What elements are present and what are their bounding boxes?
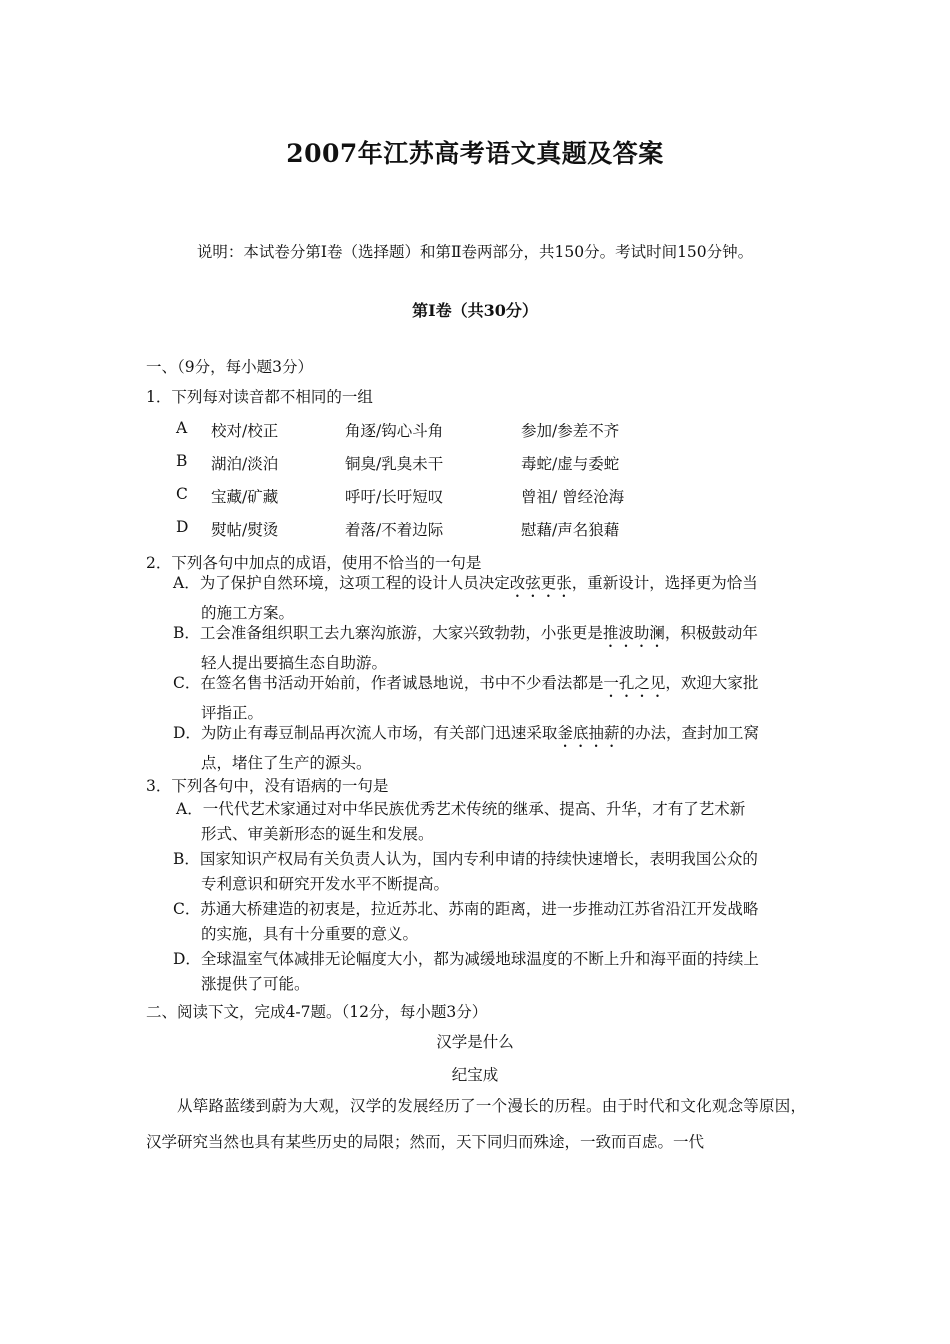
section2-header: 二、阅读下文，完成4-7题。（12分，每小题3分） (146, 1003, 488, 1021)
option-cell: 湖泊/淡泊 (211, 455, 279, 473)
option-cell: 呼吁/长吁短叹 (345, 488, 444, 506)
article-author: 纪宝成 (451, 1066, 499, 1084)
option-cell: 曾祖/ 曾经沧海 (521, 488, 625, 506)
dotted-idiom: 一孔之见 (603, 674, 666, 692)
option-letter: B (176, 452, 188, 470)
article-title: 汉学是什么 (436, 1033, 514, 1051)
section1-header: 一、（9分，每小题3分） (146, 358, 313, 376)
option-cell: 熨帖/熨烫 (211, 521, 279, 539)
option-cell: 角逐/钩心斗角 (345, 422, 444, 440)
option-cell: 参加/参差不齐 (521, 422, 620, 440)
option-cell: 慰藉/声名狼藉 (521, 521, 620, 539)
question2-option-d: D．为防止有毒豆制品再次流人市场，有关部门迅速采取釜底抽薪的办法，查封加工窝 点，堵住了生产的源头。 (173, 724, 759, 772)
option-letter: A (176, 419, 188, 437)
question2-option-a: A．为了保护自然环境，这项工程的设计人员决定改弦更张，重新设计，选择更为恰当 的施工方案。 (173, 574, 758, 622)
option-cell: 毒蛇/虚与委蛇 (521, 455, 620, 473)
exam-instructions: 说明：本试卷分第Ⅰ卷（选择题）和第Ⅱ卷两部分，共150分。考试时间150分钟。 (196, 243, 754, 261)
question3-option-d: D．全球温室气体减排无论幅度大小，都为减缓地球温度的不断上升和海平面的持续上 涨提供了可能。 (173, 950, 759, 993)
option-cell: 着落/不着边际 (345, 521, 444, 539)
option-cell: 铜臭/乳臭未干 (345, 455, 444, 473)
question2-option-b: B．工会准备组织职工去九寨沟旅游，大家兴致勃勃，小张更是推波助澜，积极鼓动年 轻人提出要搞生态自助游。 (173, 624, 758, 672)
dotted-idiom: 推波助澜 (602, 624, 665, 642)
page-title: 2007年江苏高考语文真题及答案 (286, 139, 664, 168)
question3-option-a: A．一代代艺术家通过对中华民族优秀艺术传统的继承、提高、升华，才有了艺术新 形式、审美新形态的诞生和发展。 (176, 800, 746, 843)
question2-option-c: C．在签名售书活动开始前，作者诚恳地说，书中不少看法都是一孔之见，欢迎大家批 评指正。 (173, 674, 759, 722)
option-cell: 宝藏/矿藏 (211, 488, 279, 506)
article-paragraph: 从筚路蓝缕到蔚为大观，汉学的发展经历了一个漫长的历程。由于时代和文化观念等原因，汉学研究当然也具有某些历史的局限；然而，天下同归而殊途，一致而百虑。一代 (146, 1097, 806, 1151)
option-letter: C (176, 485, 188, 503)
question2-stem: 2．下列各句中加点的成语，使用不恰当的一句是 (146, 554, 482, 572)
option-cell: 校对/校正 (211, 422, 279, 440)
option-letter: D (176, 518, 189, 536)
question3-option-c: C．苏通大桥建造的初衷是，拉近苏北、苏南的距离，进一步推动江苏省沿江开发战略 的实施，具有十分重要的意义。 (173, 900, 759, 943)
question3-option-b: B．国家知识产权局有关负责人认为，国内专利申请的持续快速增长，表明我国公众的 专利意识和研究开发水平不断提高。 (173, 850, 758, 893)
dotted-idiom: 改弦更张 (509, 574, 572, 592)
volume-title: 第Ⅰ卷（共30分） (412, 301, 538, 320)
question3-stem: 3．下列各句中，没有语病的一句是 (146, 777, 389, 795)
question1-stem: 1．下列每对读音都不相同的一组 (146, 388, 373, 406)
dotted-idiom: 釜底抽薪 (557, 724, 620, 742)
